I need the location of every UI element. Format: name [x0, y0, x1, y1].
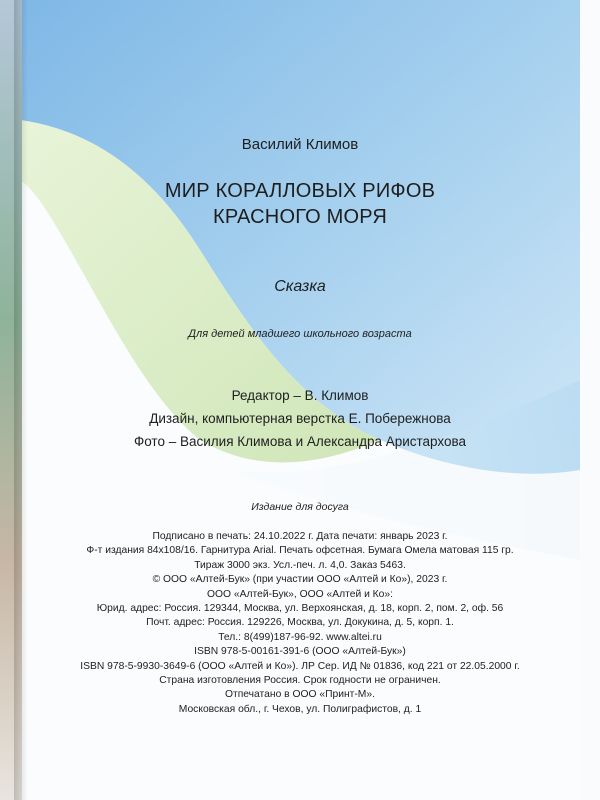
imprint-line: Страна изготовления Россия. Срок годности не ограничен.: [159, 675, 441, 687]
imprint-line: ISBN 978-5-9930-3649-6 (ООО «Алтей и Ко»). ЛР Сер. ИД № 01836, код 221 от 22.05.2000 г.: [80, 660, 520, 672]
imprint-line: Тел.: 8(499)187-96-92. www.altei.ru: [218, 631, 382, 643]
author-name: Василий Климов: [241, 136, 359, 153]
design-credit: Дизайн, компьютерная верстка Е. Побережнова: [149, 411, 451, 426]
photo-credit: Фото – Василия Климова и Александра Аристархова: [133, 434, 467, 449]
imprint-line: Почт. адрес: Россия. 129226, Москва, ул. Докукина, д. 5, корп. 1.: [146, 617, 454, 629]
imprint-line: Подписано в печать: 24.10.2022 г. Дата печати: январь 2023 г.: [152, 531, 448, 542]
imprint-line: © ООО «Алтей-Бук» (при участии ООО «Алтей и Ко»), 2023 г.: [152, 574, 448, 586]
genre-label: Сказка: [274, 278, 326, 295]
book-title: [0, 178, 600, 230]
title-line-2: КРАСНОГО МОРЯ: [213, 206, 387, 228]
audience-label: Для детей младшего школьного возраста: [188, 328, 412, 340]
imprint-line: ООО «Алтей-Бук», ООО «Алтей и Ко»:: [207, 588, 393, 600]
imprint-line: Юрид. адрес: Россия. 129344, Москва, ул. Верхоянская, д. 18, корп. 2, пом. 2, оф. 56: [96, 603, 504, 615]
imprint-line: ISBN 978-5-00161-391-6 (ООО «Алтей-Бук»): [194, 646, 406, 658]
imprint-line: Отпечатано в ООО «Принт-М».: [225, 689, 375, 701]
imprint-block: [0, 530, 600, 717]
imprint-line: Ф-т издания 84х108/16. Гарнитура Arial. Печать офсетная. Бумага Омела матовая 115 гр.: [86, 545, 514, 557]
edition-note: Издание для досуга: [251, 501, 349, 513]
imprint-line: Тираж 3000 экз. Усл.-печ. л. 4,0. Заказ 5463.: [194, 559, 406, 571]
title-line-1: МИР КОРАЛЛОВЫХ РИФОВ: [164, 180, 436, 202]
editor-credit: Редактор – В. Климов: [231, 388, 369, 403]
imprint-line: Московская обл., г. Чехов, ул. Полиграфистов, д. 1: [178, 703, 422, 715]
